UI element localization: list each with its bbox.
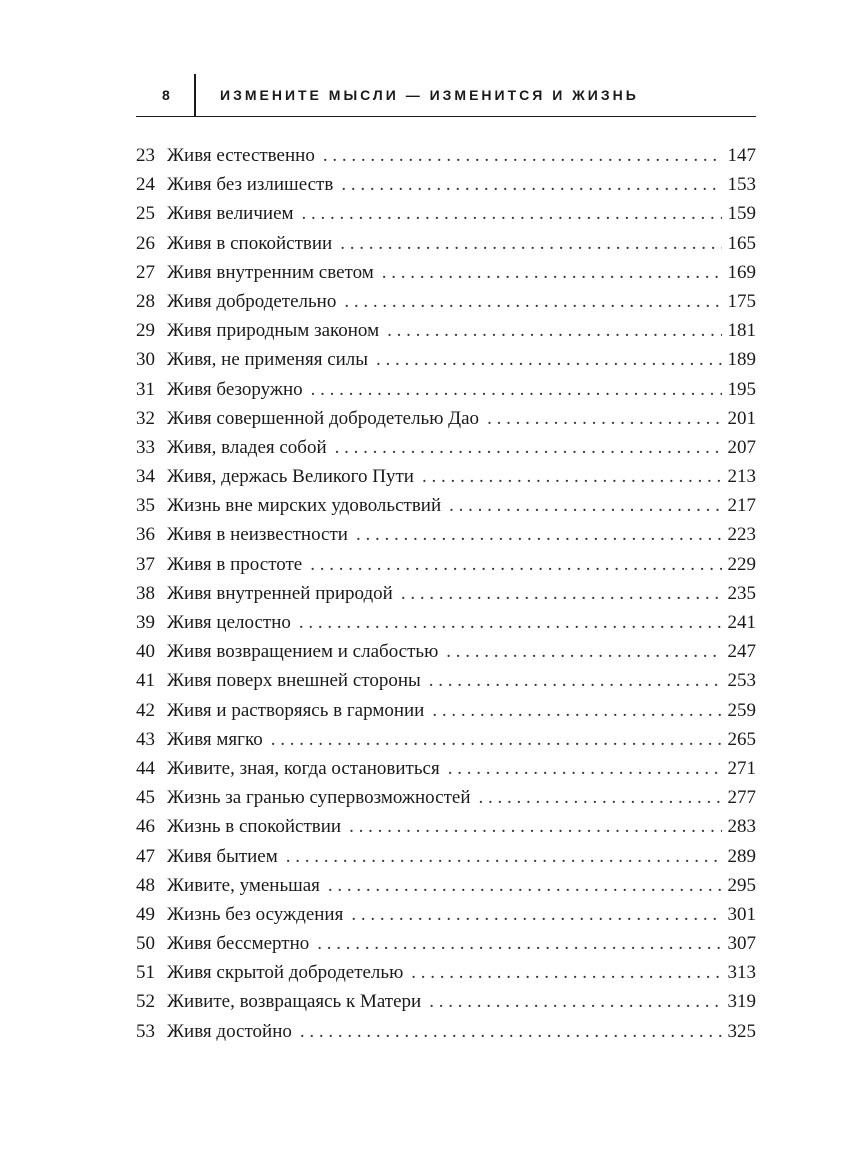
toc-entry	[136, 404, 756, 433]
chapter-page-number: 307	[727, 933, 756, 955]
chapter-title: Живя целостно	[167, 612, 291, 633]
toc-entry	[136, 345, 756, 374]
page-number: 8	[162, 87, 171, 103]
header-divider	[194, 74, 196, 116]
chapter-number: 36	[136, 524, 155, 546]
chapter-page-number: 147	[727, 145, 756, 166]
dot-leader	[328, 871, 722, 900]
dot-leader	[299, 608, 722, 637]
chapter-number: 53	[136, 1020, 155, 1042]
dot-leader	[411, 958, 721, 987]
chapter-number: 37	[136, 553, 155, 575]
chapter-title: Живя скрытой добродетелью	[167, 962, 404, 984]
chapter-title: Жизнь вне мирских удовольствий	[167, 495, 442, 517]
chapter-number: 26	[136, 232, 155, 254]
chapter-page-number: 259	[727, 699, 756, 721]
dot-leader	[487, 404, 721, 433]
toc-entry	[136, 520, 756, 549]
chapter-title: Живя в неизвестности	[167, 524, 348, 546]
chapter-title: Живите, уменьшая	[167, 874, 320, 896]
chapter-number: 30	[136, 349, 155, 371]
toc-entry	[136, 842, 756, 871]
book-title: ИЗМЕНИТЕ МЫСЛИ — ИЗМЕНИТСЯ И ЖИЗНЬ	[220, 87, 639, 103]
chapter-title: Живя, держась Великого Пути	[167, 466, 414, 488]
chapter-page-number: 165	[727, 232, 756, 254]
toc-entry	[136, 783, 756, 812]
chapter-page-number: 207	[727, 436, 756, 458]
dot-leader	[302, 199, 722, 228]
chapter-page-number: 253	[727, 670, 756, 692]
dot-leader	[382, 258, 722, 287]
chapter-title: Жизнь без осуждения	[167, 903, 344, 925]
chapter-number: 23	[136, 145, 155, 166]
chapter-title: Живя мягко	[167, 728, 263, 750]
toc-entry	[136, 929, 756, 958]
toc-entry	[136, 170, 756, 199]
chapter-page-number: 175	[727, 290, 756, 312]
running-header	[136, 74, 756, 117]
chapter-number: 48	[136, 874, 155, 896]
toc-entry	[136, 871, 756, 900]
chapter-page-number: 277	[727, 787, 756, 809]
dot-leader	[344, 287, 721, 316]
toc-entry	[136, 433, 756, 462]
chapter-page-number: 217	[727, 495, 756, 517]
chapter-number: 44	[136, 757, 155, 779]
chapter-page-number: 169	[727, 261, 756, 283]
toc-entry	[136, 199, 756, 228]
chapter-title: Живя бытием	[167, 845, 278, 867]
chapter-number: 33	[136, 436, 155, 458]
chapter-title: Живя достойно	[167, 1020, 292, 1042]
dot-leader	[317, 929, 721, 958]
dot-leader	[376, 345, 721, 374]
toc-entry	[136, 637, 756, 666]
chapter-page-number: 195	[727, 378, 756, 400]
toc-entry	[136, 1017, 756, 1046]
toc-entry	[136, 666, 756, 695]
chapter-page-number: 189	[727, 349, 756, 371]
chapter-title: Живя внутренней природой	[167, 582, 393, 604]
dot-leader	[387, 316, 721, 345]
toc-entry	[136, 287, 756, 316]
toc-entry	[136, 987, 756, 1016]
chapter-number: 31	[136, 378, 155, 400]
dot-leader	[351, 900, 721, 929]
chapter-title: Живите, зная, когда остановиться	[167, 757, 440, 779]
dot-leader	[429, 666, 722, 695]
chapter-page-number: 181	[727, 320, 756, 342]
chapter-number: 38	[136, 582, 155, 604]
chapter-title: Живя поверх внешней стороны	[167, 670, 421, 692]
toc-entry	[136, 812, 756, 841]
toc-entry	[136, 316, 756, 345]
chapter-page-number: 289	[727, 845, 756, 867]
chapter-page-number: 201	[727, 407, 756, 429]
chapter-title: Живя в простоте	[167, 553, 303, 575]
dot-leader	[401, 579, 722, 608]
chapter-title: Жизнь за гранью супервозможностей	[167, 787, 471, 809]
chapter-number: 45	[136, 787, 155, 809]
toc-entry	[136, 141, 756, 170]
toc-entry	[136, 579, 756, 608]
chapter-page-number: 265	[727, 728, 756, 750]
chapter-page-number: 159	[727, 203, 756, 225]
chapter-number: 28	[136, 290, 155, 312]
chapter-page-number: 301	[727, 903, 756, 925]
dot-leader	[479, 783, 722, 812]
chapter-title: Живя бессмертно	[167, 933, 310, 955]
chapter-title: Живя величием	[167, 203, 294, 225]
chapter-title: Жизнь в спокойствии	[167, 816, 342, 838]
toc-entry	[136, 462, 756, 491]
chapter-title: Живя совершенной добродетелью Дао	[167, 407, 480, 429]
chapter-page-number: 235	[727, 582, 756, 604]
toc-entry	[136, 491, 756, 520]
chapter-number: 47	[136, 845, 155, 867]
chapter-page-number: 247	[727, 641, 756, 663]
dot-leader	[286, 842, 722, 871]
toc-entry	[136, 754, 756, 783]
dot-leader	[311, 375, 722, 404]
table-of-contents	[136, 141, 756, 1046]
toc-entry	[136, 900, 756, 929]
chapter-page-number: 271	[727, 757, 756, 779]
chapter-number: 43	[136, 728, 155, 750]
chapter-title: Живя возвращением и слабостью	[167, 641, 439, 663]
dot-leader	[446, 637, 721, 666]
dot-leader	[271, 725, 722, 754]
chapter-number: 51	[136, 962, 155, 984]
chapter-number: 49	[136, 903, 155, 925]
chapter-number: 35	[136, 495, 155, 517]
toc-entry	[136, 958, 756, 987]
chapter-page-number: 283	[727, 816, 756, 838]
chapter-number: 24	[136, 174, 155, 196]
chapter-number: 25	[136, 203, 155, 225]
chapter-title: Живя без излишеств	[167, 174, 334, 196]
chapter-number: 52	[136, 991, 155, 1013]
chapter-page-number: 153	[727, 174, 756, 196]
chapter-number: 34	[136, 466, 155, 488]
chapter-page-number: 223	[727, 524, 756, 546]
chapter-title: Живя в спокойствии	[167, 232, 333, 254]
chapter-number: 50	[136, 933, 155, 955]
dot-leader	[422, 462, 722, 491]
dot-leader	[449, 491, 721, 520]
chapter-page-number: 229	[727, 553, 756, 575]
dot-leader	[429, 987, 721, 1016]
toc-entry	[136, 550, 756, 579]
toc-entry	[136, 229, 756, 258]
toc-entry	[136, 258, 756, 287]
chapter-title: Живя добродетельно	[167, 290, 337, 312]
dot-leader	[340, 229, 721, 258]
chapter-title: Живите, возвращаясь к Матери	[167, 991, 422, 1013]
chapter-title: Живя и растворяясь в гармонии	[167, 699, 425, 721]
dot-leader	[349, 812, 721, 841]
chapter-page-number: 319	[727, 991, 756, 1013]
chapter-page-number: 213	[727, 466, 756, 488]
chapter-title: Живя природным законом	[167, 320, 380, 342]
chapter-number: 46	[136, 816, 155, 838]
chapter-page-number: 313	[727, 962, 756, 984]
chapter-number: 29	[136, 320, 155, 342]
chapter-number: 32	[136, 407, 155, 429]
chapter-title: Живя естественно	[167, 145, 315, 166]
toc-entry	[136, 696, 756, 725]
chapter-page-number: 295	[727, 874, 756, 896]
dot-leader	[300, 1017, 722, 1046]
chapter-number: 42	[136, 699, 155, 721]
chapter-title: Живя безоружно	[167, 378, 303, 400]
chapter-title: Живя, не применяя силы	[167, 349, 369, 371]
dot-leader	[341, 170, 721, 199]
chapter-title: Живя внутренним светом	[167, 261, 374, 283]
chapter-title: Живя, владея собой	[167, 436, 327, 458]
chapter-number: 40	[136, 641, 155, 663]
dot-leader	[448, 754, 722, 783]
dot-leader	[310, 550, 721, 579]
toc-entry	[136, 608, 756, 637]
toc-entry	[136, 725, 756, 754]
dot-leader	[335, 433, 722, 462]
dot-leader	[356, 520, 722, 549]
dot-leader	[323, 141, 722, 170]
toc-entry	[136, 375, 756, 404]
dot-leader	[432, 696, 721, 725]
chapter-number: 39	[136, 612, 155, 633]
chapter-number: 41	[136, 670, 155, 692]
chapter-page-number: 241	[727, 612, 756, 633]
chapter-number: 27	[136, 261, 155, 283]
chapter-page-number: 325	[727, 1020, 756, 1042]
